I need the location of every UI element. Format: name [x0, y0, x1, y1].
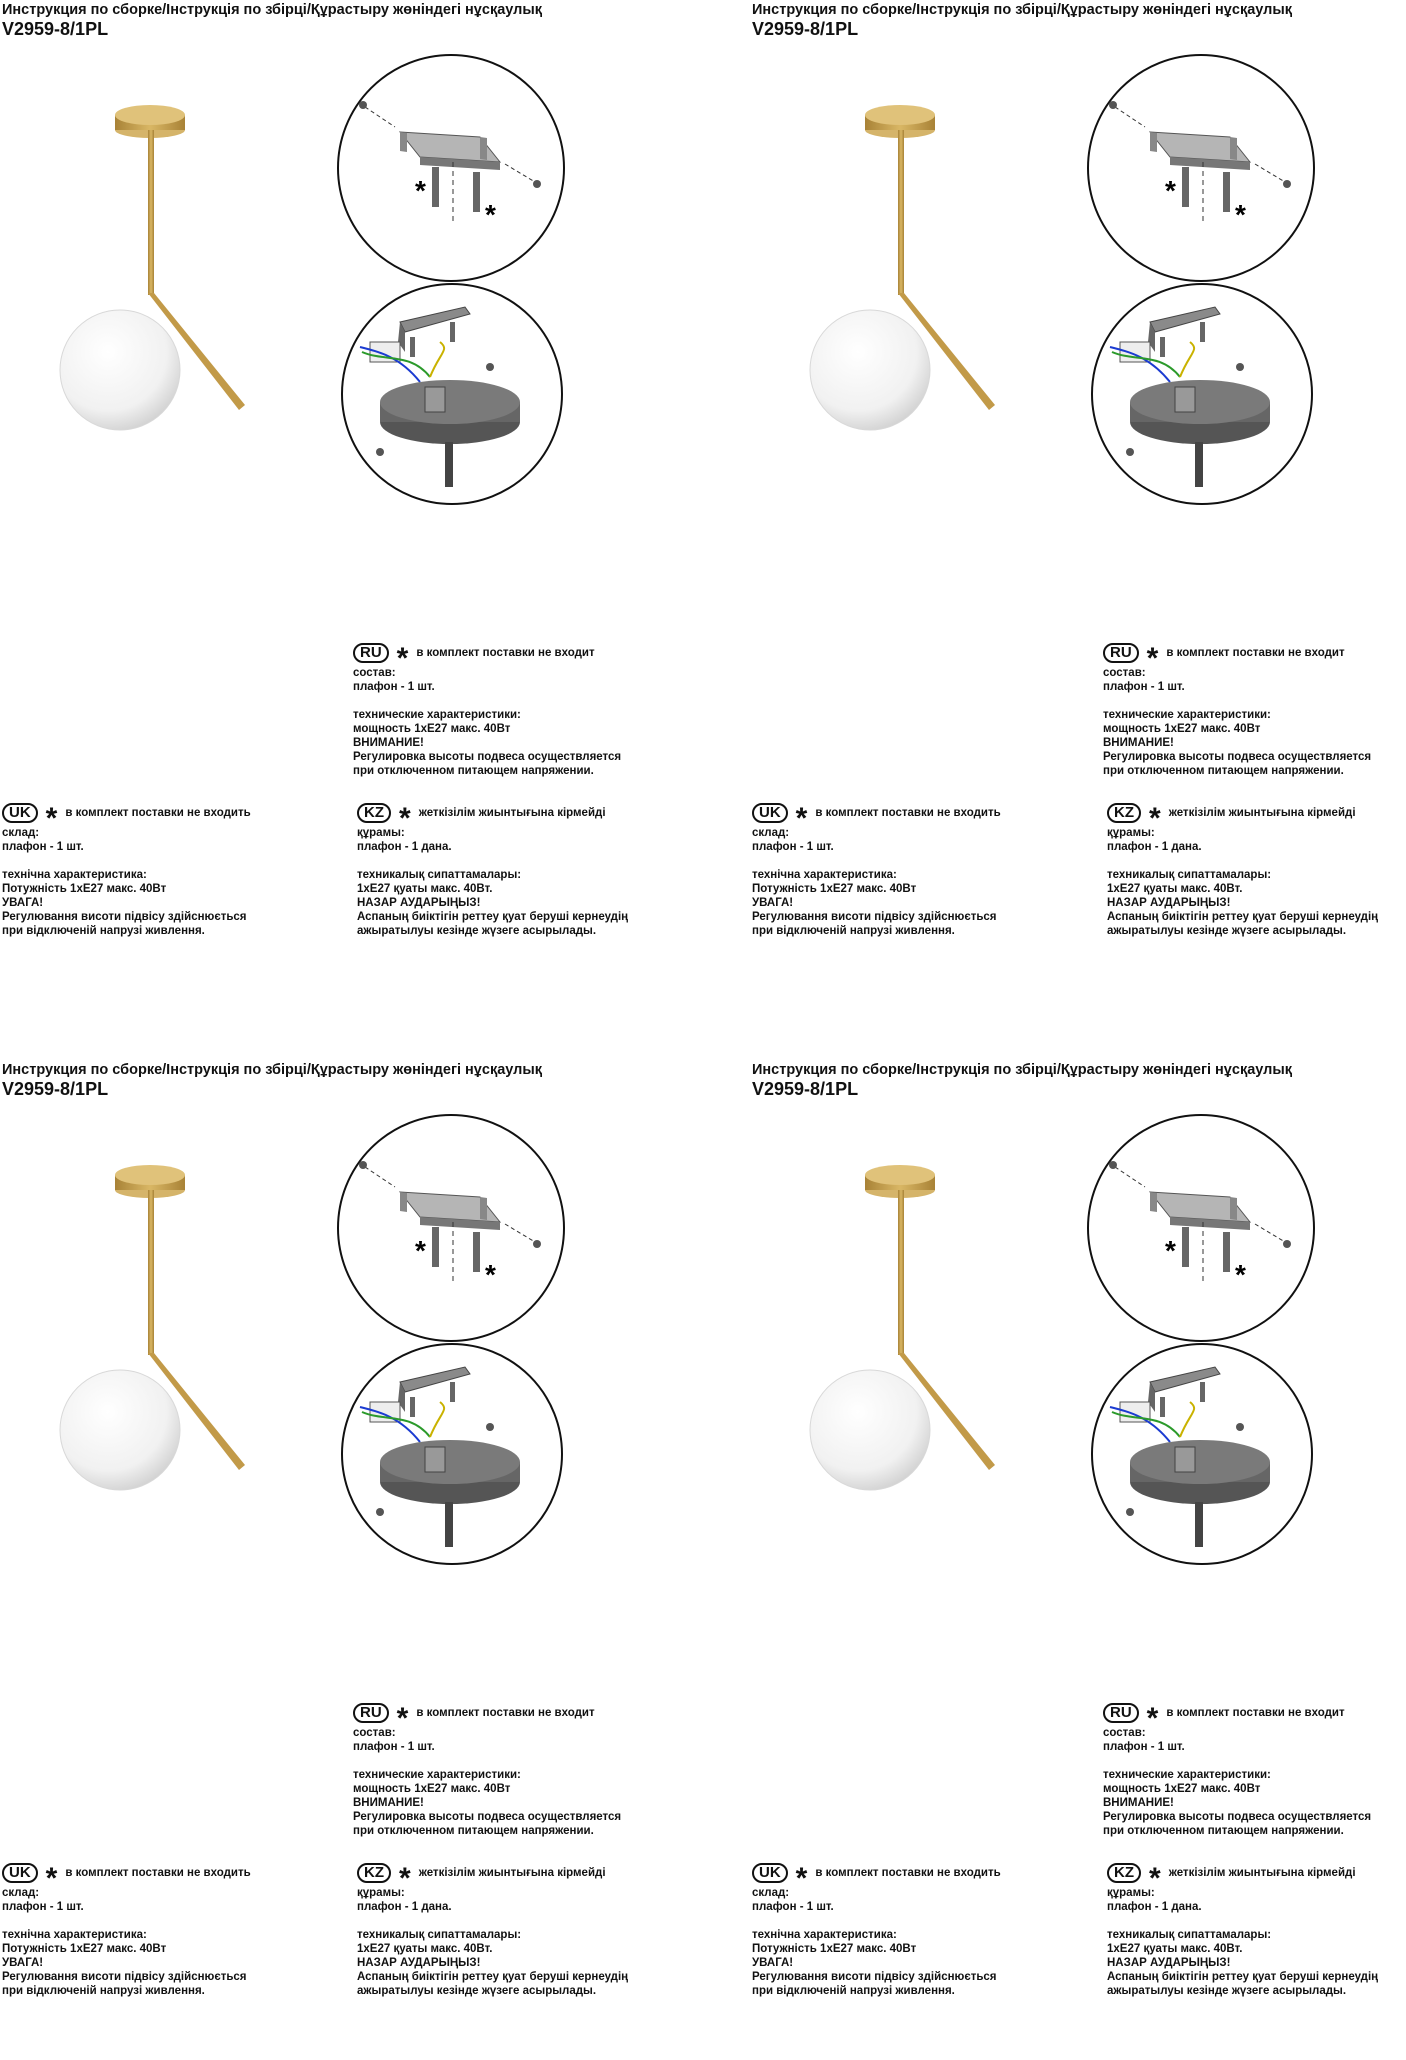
bracket-detail-diagram: [1085, 1112, 1317, 1344]
ru-line: плафон - 1 шт.: [353, 681, 435, 693]
kz-line: Аспаның биіктігін реттеу қуат беруші кернеудің: [1107, 1971, 1379, 1983]
uk-line: плафон - 1 шт.: [2, 841, 84, 853]
model-number: V2959-8/1PL: [2, 19, 109, 39]
uk-info-block: [752, 1862, 1001, 1998]
uk-line: УВАГА!: [752, 897, 794, 909]
kz-note: жеткізілім жиынтығына кірмейді: [1168, 807, 1356, 819]
kz-line: плафон - 1 дана.: [357, 1901, 452, 1913]
ru-line: состав:: [353, 667, 396, 679]
wiring-detail-diagram: [340, 1342, 565, 1567]
kz-info-block: [1107, 1862, 1378, 1998]
ru-note: в комплект поставки не входит: [1166, 1707, 1345, 1719]
ru-note: в комплект поставки не входит: [416, 647, 595, 659]
uk-note: в комплект поставки не входить: [65, 807, 251, 819]
uk-note: в комплект поставки не входить: [65, 1867, 251, 1879]
uk-line: при відключеній напрузі живлення.: [2, 1985, 205, 1997]
page-title: Инструкция по сборке/Інструкція по збірці/Құрастыру жөніндегі нұсқаулық: [2, 1062, 542, 1078]
lamp-illustration: [790, 105, 1020, 480]
kz-line: НАЗАР АУДАРЫҢЫЗ!: [357, 1957, 481, 1969]
kz-badge: KZ: [357, 1863, 391, 1883]
ru-line: при отключенном питающем напряжении.: [353, 1825, 594, 1837]
star-marker: *: [1149, 802, 1161, 835]
ru-info-block: [353, 642, 621, 778]
page-title: Инструкция по сборке/Інструкція по збірці/Құрастыру жөніндегі нұсқаулық: [752, 1062, 1292, 1078]
uk-info-block: [2, 1862, 251, 1998]
lamp-illustration: [790, 1165, 1020, 1540]
wiring-detail-diagram: [1090, 282, 1315, 507]
ru-line: при отключенном питающем напряжении.: [1103, 765, 1344, 777]
ru-line: Регулировка высоты подвеса осуществляется: [353, 1811, 622, 1823]
uk-line: Потужність 1хЕ27 макс. 40Вт: [752, 883, 917, 895]
uk-line: УВАГА!: [2, 1957, 44, 1969]
star-marker: *: [45, 802, 58, 835]
kz-line: Аспаның биіктігін реттеу қуат беруші кернеудің: [357, 911, 629, 923]
kz-line: плафон - 1 дана.: [1107, 1901, 1202, 1913]
uk-line: технічна характеристика:: [2, 869, 147, 881]
kz-line: 1хЕ27 қуаты макс. 40Вт.: [1107, 1943, 1243, 1955]
ru-line: состав:: [353, 1727, 396, 1739]
ru-line: плафон - 1 шт.: [1103, 681, 1185, 693]
uk-line: Потужність 1хЕ27 макс. 40Вт: [752, 1943, 917, 1955]
star-marker: *: [396, 1702, 409, 1735]
page-title: Инструкция по сборке/Інструкція по збірці/Құрастыру жөніндегі нұсқаулық: [2, 2, 542, 18]
uk-line: плафон - 1 шт.: [752, 1901, 834, 1913]
uk-line: при відключеній напрузі живлення.: [2, 925, 205, 937]
star-marker: *: [399, 802, 411, 835]
star-marker: *: [1235, 199, 1246, 230]
uk-info-block: [2, 802, 251, 938]
kz-line: техникалық сипаттамалары:: [357, 869, 522, 881]
star-marker: *: [1146, 1702, 1159, 1735]
kz-line: плафон - 1 дана.: [1107, 841, 1202, 853]
ru-note: в комплект поставки не входит: [1166, 647, 1345, 659]
kz-note: жеткізілім жиынтығына кірмейді: [418, 1867, 606, 1879]
star-marker: *: [795, 802, 808, 835]
wiring-detail-diagram: [340, 282, 565, 507]
ru-line: при отключенном питающем напряжении.: [353, 765, 594, 777]
kz-line: 1хЕ27 қуаты макс. 40Вт.: [1107, 883, 1243, 895]
ru-line: ВНИМАНИЕ!: [1103, 737, 1174, 749]
uk-badge: UK: [2, 803, 38, 823]
uk-line: плафон - 1 шт.: [752, 841, 834, 853]
kz-line: ажыратылуы кезінде жүзеге асырылады.: [357, 1985, 597, 1997]
uk-line: склад:: [752, 1887, 790, 1899]
star-marker: *: [1146, 642, 1159, 675]
kz-note: жеткізілім жиынтығына кірмейді: [1168, 1867, 1356, 1879]
instruction-panel: [750, 0, 1406, 1000]
kz-line: Аспаның биіктігін реттеу қуат беруші кернеудің: [357, 1971, 629, 1983]
uk-line: Потужність 1хЕ27 макс. 40Вт: [2, 883, 167, 895]
ru-line: при отключенном питающем напряжении.: [1103, 1825, 1344, 1837]
ru-info-block: [353, 1702, 621, 1838]
uk-line: технічна характеристика:: [752, 869, 897, 881]
kz-info-block: [357, 802, 628, 938]
uk-line: склад:: [2, 1887, 40, 1899]
uk-note: в комплект поставки не входить: [815, 807, 1001, 819]
bracket-detail-diagram: [1085, 52, 1317, 284]
kz-line: НАЗАР АУДАРЫҢЫЗ!: [1107, 897, 1231, 909]
kz-line: құрамы:: [357, 1887, 405, 1899]
star-marker: *: [795, 1862, 808, 1895]
uk-line: склад:: [752, 827, 790, 839]
lamp-illustration: [40, 105, 270, 480]
lamp-illustration: [40, 1165, 270, 1540]
kz-badge: KZ: [1107, 1863, 1141, 1883]
ru-line: технические характеристики:: [1103, 709, 1271, 721]
kz-badge: KZ: [1107, 803, 1141, 823]
star-marker: *: [1235, 1259, 1246, 1290]
uk-line: плафон - 1 шт.: [2, 1901, 84, 1913]
star-marker: *: [396, 642, 409, 675]
kz-line: құрамы:: [357, 827, 405, 839]
star-marker: *: [1165, 1235, 1176, 1266]
star-marker: *: [415, 175, 426, 206]
uk-line: Регулювання висоти підвісу здійснюється: [752, 1971, 997, 1983]
bracket-detail-diagram: [335, 52, 567, 284]
kz-line: НАЗАР АУДАРЫҢЫЗ!: [357, 897, 481, 909]
ru-line: ВНИМАНИЕ!: [353, 737, 424, 749]
star-marker: *: [399, 1862, 411, 1895]
kz-line: ажыратылуы кезінде жүзеге асырылады.: [1107, 925, 1347, 937]
model-number: V2959-8/1PL: [752, 19, 859, 39]
star-marker: *: [1165, 175, 1176, 206]
uk-line: технічна характеристика:: [2, 1929, 147, 1941]
uk-line: Регулювання висоти підвісу здійснюється: [2, 1971, 247, 1983]
uk-line: технічна характеристика:: [752, 1929, 897, 1941]
bracket-detail-diagram: [335, 1112, 567, 1344]
ru-line: ВНИМАНИЕ!: [353, 1797, 424, 1809]
ru-badge: RU: [1103, 1703, 1139, 1723]
star-marker: *: [415, 1235, 426, 1266]
ru-line: состав:: [1103, 1727, 1146, 1739]
instruction-panel: [0, 1060, 700, 2060]
ru-line: Регулировка высоты подвеса осуществляется: [1103, 751, 1372, 763]
kz-line: құрамы:: [1107, 1887, 1155, 1899]
page-title: Инструкция по сборке/Інструкція по збірці/Құрастыру жөніндегі нұсқаулық: [752, 2, 1292, 18]
ru-line: технические характеристики:: [1103, 1769, 1271, 1781]
star-marker: *: [485, 199, 496, 230]
kz-line: техникалық сипаттамалары:: [1107, 1929, 1272, 1941]
uk-note: в комплект поставки не входить: [815, 1867, 1001, 1879]
kz-line: 1хЕ27 қуаты макс. 40Вт.: [357, 1943, 493, 1955]
kz-note: жеткізілім жиынтығына кірмейді: [418, 807, 606, 819]
uk-line: Регулювання висоти підвісу здійснюється: [2, 911, 247, 923]
uk-badge: UK: [752, 1863, 788, 1883]
kz-info-block: [1107, 802, 1378, 938]
model-number: V2959-8/1PL: [752, 1079, 859, 1099]
kz-line: техникалық сипаттамалары:: [1107, 869, 1272, 881]
uk-line: при відключеній напрузі живлення.: [752, 925, 955, 937]
ru-note: в комплект поставки не входит: [416, 1707, 595, 1719]
ru-line: мощность 1хЕ27 макс. 40Вт: [1103, 723, 1261, 735]
instruction-panel: [750, 1060, 1406, 2060]
uk-line: УВАГА!: [752, 1957, 794, 1969]
star-marker: *: [1149, 1862, 1161, 1895]
uk-line: УВАГА!: [2, 897, 44, 909]
instruction-panel: [0, 0, 700, 1000]
ru-line: плафон - 1 шт.: [1103, 1741, 1185, 1753]
uk-info-block: [752, 802, 1001, 938]
ru-badge: RU: [353, 643, 389, 663]
ru-line: состав:: [1103, 667, 1146, 679]
kz-line: ажыратылуы кезінде жүзеге асырылады.: [1107, 1985, 1347, 1997]
ru-line: плафон - 1 шт.: [353, 1741, 435, 1753]
uk-badge: UK: [2, 1863, 38, 1883]
ru-line: мощность 1хЕ27 макс. 40Вт: [353, 1783, 511, 1795]
uk-line: при відключеній напрузі живлення.: [752, 1985, 955, 1997]
kz-line: плафон - 1 дана.: [357, 841, 452, 853]
star-marker: *: [45, 1862, 58, 1895]
ru-info-block: [1103, 642, 1371, 778]
ru-line: ВНИМАНИЕ!: [1103, 1797, 1174, 1809]
star-marker: *: [485, 1259, 496, 1290]
kz-line: 1хЕ27 қуаты макс. 40Вт.: [357, 883, 493, 895]
kz-badge: KZ: [357, 803, 391, 823]
wiring-detail-diagram: [1090, 1342, 1315, 1567]
ru-info-block: [1103, 1702, 1371, 1838]
kz-line: НАЗАР АУДАРЫҢЫЗ!: [1107, 1957, 1231, 1969]
ru-line: мощность 1хЕ27 макс. 40Вт: [1103, 1783, 1261, 1795]
kz-line: ажыратылуы кезінде жүзеге асырылады.: [357, 925, 597, 937]
ru-line: Регулировка высоты подвеса осуществляется: [353, 751, 622, 763]
uk-line: Регулювання висоти підвісу здійснюється: [752, 911, 997, 923]
uk-line: Потужність 1хЕ27 макс. 40Вт: [2, 1943, 167, 1955]
uk-badge: UK: [752, 803, 788, 823]
ru-line: Регулировка высоты подвеса осуществляется: [1103, 1811, 1372, 1823]
kz-line: Аспаның биіктігін реттеу қуат беруші кернеудің: [1107, 911, 1379, 923]
model-number: V2959-8/1PL: [2, 1079, 109, 1099]
ru-badge: RU: [353, 1703, 389, 1723]
ru-badge: RU: [1103, 643, 1139, 663]
ru-line: технические характеристики:: [353, 709, 521, 721]
kz-info-block: [357, 1862, 628, 1998]
kz-line: техникалық сипаттамалары:: [357, 1929, 522, 1941]
kz-line: құрамы:: [1107, 827, 1155, 839]
ru-line: мощность 1хЕ27 макс. 40Вт: [353, 723, 511, 735]
ru-line: технические характеристики:: [353, 1769, 521, 1781]
uk-line: склад:: [2, 827, 40, 839]
